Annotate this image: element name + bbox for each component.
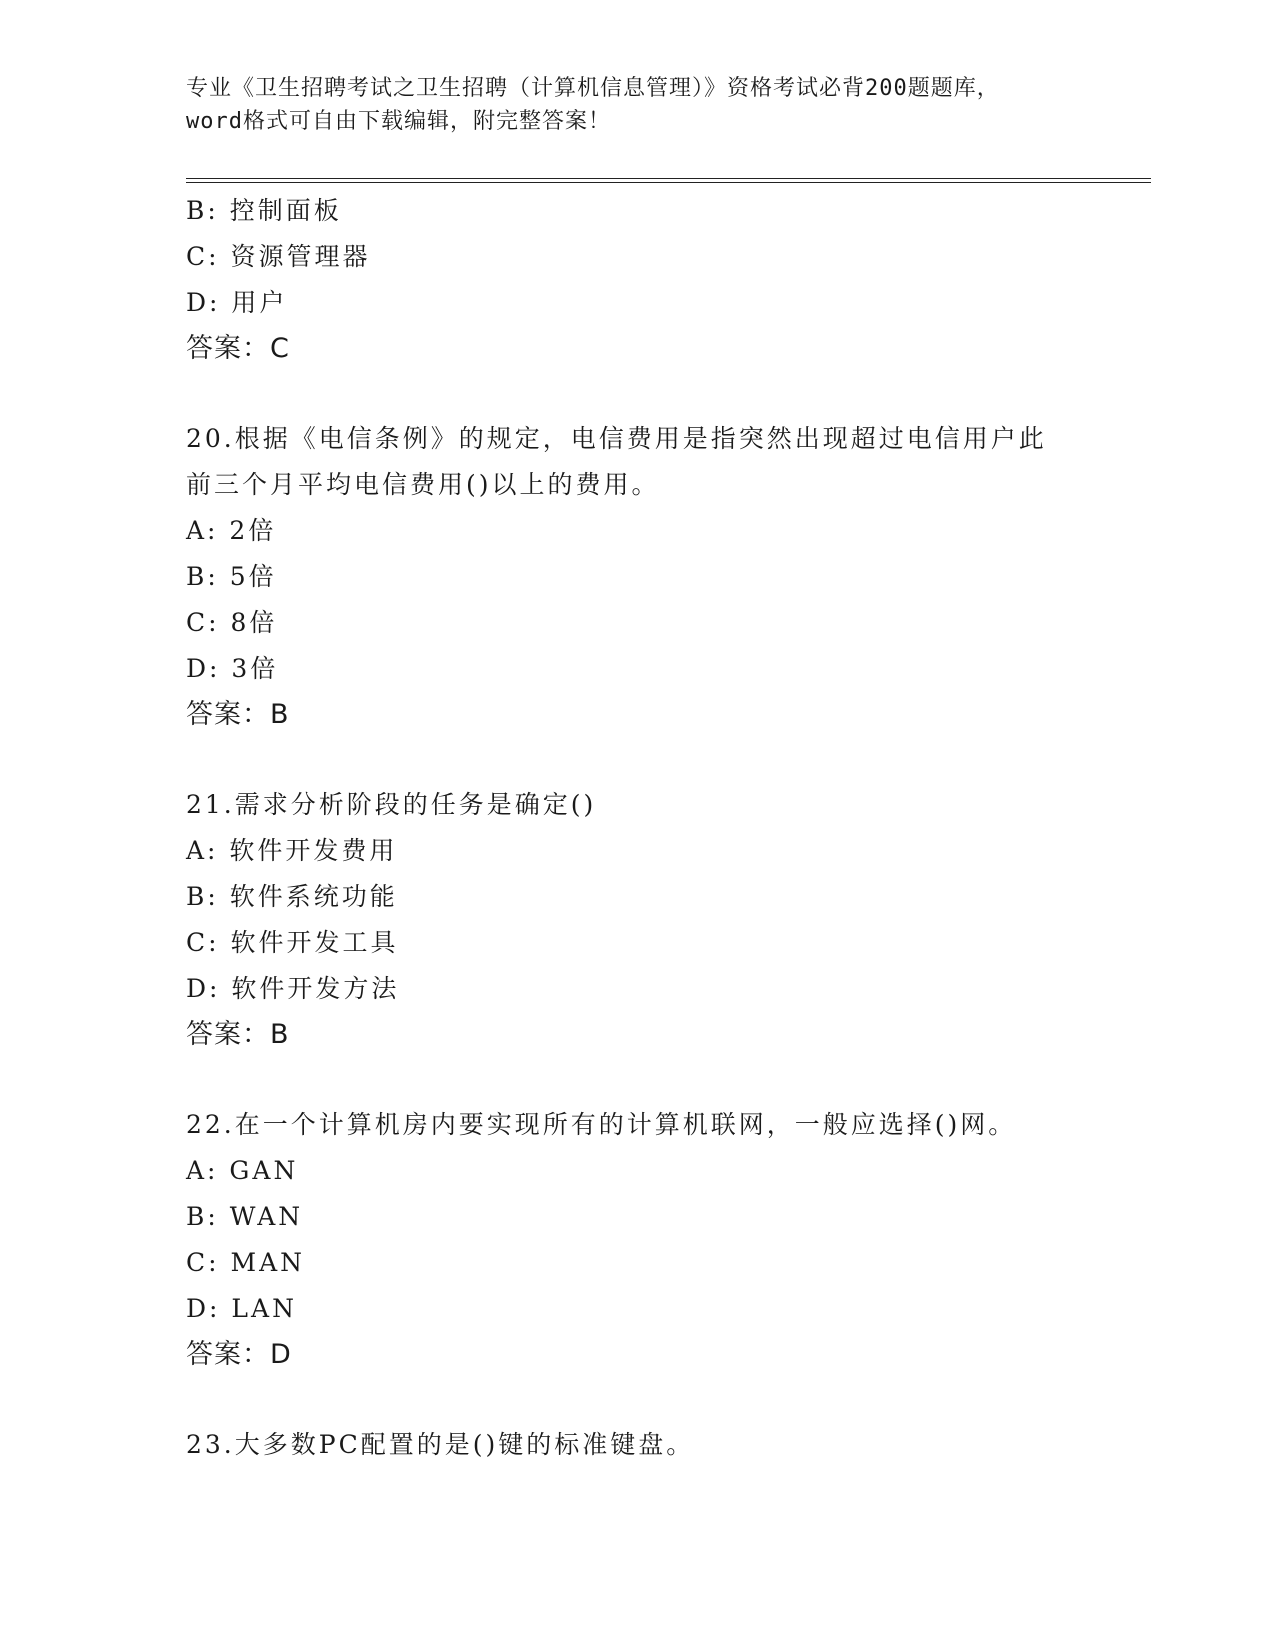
answer: 答案：C [186, 333, 290, 364]
option-d: D: 软件开发方法 [186, 974, 400, 1003]
header-divider-top [186, 178, 1151, 179]
header-title-line-1: 专业《卫生招聘考试之卫生招聘（计算机信息管理）》资格考试必背200题题库， [186, 76, 1000, 101]
option-c: C: 8倍 [186, 608, 278, 637]
document-header [186, 72, 1086, 138]
question-text-line-1: 20.根据《电信条例》的规定，电信费用是指突然出现超过电信用户此 [186, 424, 1047, 453]
option-b: B: WAN [186, 1202, 304, 1231]
answer: 答案：B [186, 699, 290, 730]
option-b: B: 5倍 [186, 562, 277, 591]
question-text: 23.大多数PC配置的是()键的标准键盘。 [186, 1430, 695, 1459]
question-text-line-2: 前三个月平均电信费用()以上的费用。 [186, 470, 660, 499]
header-divider-bottom [186, 182, 1151, 183]
question-19-tail [186, 188, 1151, 372]
option-b: B: 控制面板 [186, 196, 342, 225]
option-d: D: LAN [186, 1294, 297, 1323]
question-text: 21.需求分析阶段的任务是确定() [186, 790, 597, 819]
question-text: 22.在一个计算机房内要实现所有的计算机联网，一般应选择()网。 [186, 1110, 1017, 1139]
option-d: D: 用户 [186, 288, 288, 317]
option-c: C: MAN [186, 1248, 306, 1277]
question-20 [186, 416, 1151, 738]
option-c: C: 资源管理器 [186, 242, 371, 271]
option-a: A: GAN [186, 1156, 299, 1185]
option-a: A: 软件开发费用 [186, 836, 398, 865]
question-22 [186, 1102, 1151, 1378]
option-c: C: 软件开发工具 [186, 928, 399, 957]
question-21 [186, 782, 1151, 1058]
option-d: D: 3倍 [186, 654, 279, 683]
question-23 [186, 1422, 1151, 1468]
header-title-line-2: word格式可自由下载编辑，附完整答案！ [186, 109, 611, 134]
option-a: A: 2倍 [186, 516, 277, 545]
question-list [186, 188, 1151, 1468]
answer: 答案：B [186, 1019, 290, 1050]
option-b: B: 软件系统功能 [186, 882, 398, 911]
answer: 答案：D [186, 1339, 292, 1370]
